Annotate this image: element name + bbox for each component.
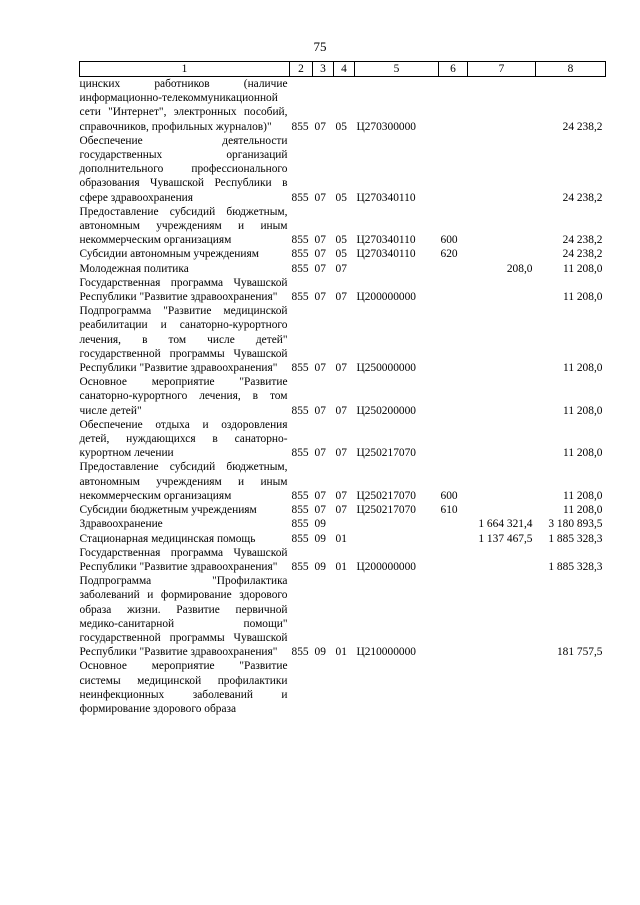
- table-row: [80, 546, 606, 574]
- section-code-cell: 07: [314, 191, 326, 204]
- subsection-code-cell: 07: [335, 291, 347, 304]
- budget-table: [79, 61, 606, 716]
- subsection-code-cell: 07: [335, 504, 347, 517]
- section-code-cell: 09: [314, 560, 326, 573]
- amount-col7-cell: 1 664 321,4: [478, 518, 533, 531]
- table-header: [80, 62, 606, 77]
- page-number: 75: [313, 39, 327, 54]
- subsection-code-cell: 07: [335, 489, 347, 502]
- expense-type-cell: [439, 276, 468, 304]
- ministry-code-cell: 855: [291, 447, 309, 460]
- row-name-cell: Государственная программа Чувашской Республики "Развитие здравоохранения": [79, 276, 288, 304]
- ministry-code-cell: 855: [291, 532, 309, 545]
- ministry-code-cell: 855: [291, 404, 309, 417]
- amount-col8-cell: 11 208,0: [563, 489, 603, 502]
- expense-type-cell: [439, 418, 468, 461]
- target-article-cell: Ц250217070: [356, 504, 416, 517]
- amount-col8-cell: 24 238,2: [562, 248, 603, 261]
- column-header: 1: [80, 62, 290, 77]
- amount-col8-cell: 3 180 893,5: [548, 518, 603, 531]
- table-row: [80, 205, 606, 248]
- target-article-cell: Ц270340110: [356, 234, 416, 247]
- ministry-code-cell: 855: [291, 191, 309, 204]
- target-article-cell: Ц270300000: [356, 120, 416, 133]
- column-header: 3: [313, 62, 334, 77]
- subsection-code-cell: 05: [335, 248, 347, 261]
- ministry-code-cell: 855: [291, 518, 309, 531]
- expense-type-cell: [439, 304, 468, 375]
- row-name-cell: Обеспечение отдыха и оздоровления детей, нуждающихся в санаторно-курортном лечении: [79, 418, 288, 460]
- ministry-code-cell: 855: [291, 504, 309, 517]
- section-code-cell: 07: [314, 447, 326, 460]
- subsection-code-cell: 01: [335, 532, 347, 545]
- ministry-code-cell: 855: [291, 262, 309, 275]
- section-code-cell: 07: [314, 489, 326, 502]
- amount-col7-cell: [468, 659, 536, 716]
- row-name-cell: Государственная программа Чувашской Республики "Развитие здравоохранения": [79, 546, 288, 573]
- expense-type-cell: 600: [440, 234, 458, 247]
- subsection-code-cell: [334, 517, 355, 531]
- expense-type-cell: [439, 574, 468, 659]
- amount-col7-cell: [468, 304, 536, 375]
- row-name-cell: Подпрограмма "Профилактика заболеваний и формирование здорового образа жизни. Развитие первичной медико-санитарной помощи" государственной программы Чувашской Республики "Развитие здравоохранения": [79, 575, 288, 659]
- table-row: [80, 517, 606, 531]
- section-code-cell: [313, 659, 334, 716]
- ministry-code-cell: 855: [291, 489, 309, 502]
- subsection-code-cell: 05: [335, 120, 347, 133]
- section-code-cell: 07: [314, 120, 326, 133]
- target-article-cell: Ц210000000: [356, 646, 416, 659]
- target-article-cell: Ц270340110: [356, 248, 416, 261]
- ministry-code-cell: 855: [291, 646, 309, 659]
- section-code-cell: 07: [314, 291, 326, 304]
- table-row: [80, 418, 606, 461]
- ministry-code-cell: 855: [291, 248, 309, 261]
- row-name-cell: Здравоохранение: [79, 518, 163, 531]
- ministry-code-cell: [290, 659, 313, 716]
- table-row: [80, 134, 606, 205]
- amount-col8-cell: 11 208,0: [563, 504, 603, 517]
- subsection-code-cell: 01: [335, 560, 347, 573]
- amount-col7-cell: [468, 574, 536, 659]
- section-code-cell: 07: [314, 404, 326, 417]
- amount-col7-cell: [468, 205, 536, 248]
- expense-type-cell: [439, 77, 468, 134]
- target-article-cell: Ц200000000: [356, 291, 416, 304]
- amount-col8-cell: 11 208,0: [563, 262, 603, 275]
- target-article-cell: [355, 532, 439, 546]
- subsection-code-cell: 07: [335, 447, 347, 460]
- table-row: [80, 375, 606, 418]
- subsection-code-cell: 05: [335, 234, 347, 247]
- column-header: 5: [355, 62, 439, 77]
- expense-type-cell: [439, 546, 468, 574]
- row-name-cell: Основное мероприятие "Развитие санаторно-курортного лечения, в том числе детей": [79, 376, 288, 417]
- table-row: [80, 460, 606, 503]
- amount-col8-cell: 24 238,2: [562, 191, 603, 204]
- amount-col7-cell: [468, 77, 536, 134]
- amount-col7-cell: [468, 503, 536, 517]
- amount-col8-cell: 11 208,0: [563, 291, 603, 304]
- amount-col8-cell: 11 208,0: [563, 362, 603, 375]
- row-name-cell: цинских работников (наличие информационно-телекоммуникационной сети "Интернет", электронных пособий, справочников, профильных журналов)": [79, 78, 288, 133]
- row-name-cell: Предоставление субсидий бюджетным, автономным учреждениям и иным некоммерческим организациям: [79, 205, 288, 247]
- ministry-code-cell: 855: [291, 234, 309, 247]
- section-code-cell: 09: [314, 646, 326, 659]
- column-header: 7: [468, 62, 536, 77]
- amount-col7-cell: [468, 375, 536, 418]
- amount-col8-cell: 11 208,0: [563, 404, 603, 417]
- table-row: [80, 247, 606, 261]
- target-article-cell: Ц250217070: [356, 489, 416, 502]
- section-code-cell: 09: [314, 518, 326, 531]
- amount-col8-cell: [536, 659, 606, 716]
- section-code-cell: 09: [314, 532, 326, 545]
- table-row: [80, 77, 606, 134]
- subsection-code-cell: 07: [335, 404, 347, 417]
- expense-type-cell: [439, 375, 468, 418]
- table-row: [80, 276, 606, 304]
- subsection-code-cell: 07: [335, 362, 347, 375]
- table-row: [80, 574, 606, 659]
- table-row: [80, 532, 606, 546]
- column-header: 2: [290, 62, 313, 77]
- expense-type-cell: 600: [440, 489, 458, 502]
- amount-col7-cell: 1 137 467,5: [478, 532, 533, 545]
- header-row: [80, 62, 606, 77]
- target-article-cell: Ц200000000: [356, 560, 416, 573]
- section-code-cell: 07: [314, 262, 326, 275]
- row-name-cell: Предоставление субсидий бюджетным, автономным учреждениям и иным некоммерческим организациям: [79, 461, 288, 502]
- column-header: 4: [334, 62, 355, 77]
- ministry-code-cell: 855: [291, 291, 309, 304]
- amount-col7-cell: [468, 418, 536, 461]
- row-name-cell: Основное мероприятие "Развитие системы медицинской профилактики неинфекционных заболеваний и формирование здорового образа: [79, 660, 288, 715]
- expense-type-cell: [439, 262, 468, 276]
- table-row: [80, 503, 606, 517]
- subsection-code-cell: 01: [335, 646, 347, 659]
- expense-type-cell: [439, 134, 468, 205]
- amount-col7-cell: [468, 134, 536, 205]
- table-row: [80, 304, 606, 375]
- section-code-cell: 07: [314, 248, 326, 261]
- subsection-code-cell: 05: [335, 191, 347, 204]
- table-body: [80, 77, 606, 717]
- row-name-cell: Стационарная медицинская помощь: [79, 532, 256, 545]
- ministry-code-cell: 855: [291, 120, 309, 133]
- target-article-cell: [355, 262, 439, 276]
- amount-col8-cell: 1 885 328,3: [548, 532, 603, 545]
- section-code-cell: 07: [314, 362, 326, 375]
- amount-col7-cell: [468, 276, 536, 304]
- expense-type-cell: 610: [440, 504, 458, 517]
- amount-col7-cell: [468, 546, 536, 574]
- subsection-code-cell: 07: [335, 262, 347, 275]
- target-article-cell: [355, 517, 439, 531]
- expense-type-cell: [439, 659, 468, 716]
- amount-col8-cell: 11 208,0: [563, 447, 603, 460]
- amount-col8-cell: 24 238,2: [562, 120, 603, 133]
- expense-type-cell: [439, 532, 468, 546]
- table-row: [80, 262, 606, 276]
- amount-col7-cell: [468, 460, 536, 503]
- ministry-code-cell: 855: [291, 362, 309, 375]
- ministry-code-cell: 855: [291, 560, 309, 573]
- amount-col8-cell: 24 238,2: [562, 234, 603, 247]
- section-code-cell: 07: [314, 234, 326, 247]
- target-article-cell: [355, 659, 439, 716]
- expense-type-cell: 620: [440, 248, 458, 261]
- amount-col8-cell: 181 757,5: [556, 646, 603, 659]
- row-name-cell: Субсидии автономным учреждениям: [79, 248, 259, 261]
- target-article-cell: Ц250200000: [356, 404, 416, 417]
- target-article-cell: Ц270340110: [356, 191, 416, 204]
- row-name-cell: Подпрограмма "Развитие медицинской реабилитации и санаторно-курортного лечения, в том числе детей" государственной программы Чувашской Республики "Развитие здравоохранения": [79, 305, 288, 375]
- subsection-code-cell: [334, 659, 355, 716]
- amount-col8-cell: 1 885 328,3: [548, 560, 603, 573]
- table-row: [80, 659, 606, 716]
- amount-col7-cell: [468, 247, 536, 261]
- column-header: 6: [439, 62, 468, 77]
- section-code-cell: 07: [314, 504, 326, 517]
- expense-type-cell: [439, 517, 468, 531]
- row-name-cell: Субсидии бюджетным учреждениям: [79, 504, 257, 517]
- row-name-cell: Обеспечение деятельности государственных организаций дополнительного профессионального образования Чувашской Республики в сфере здравоохранения: [79, 134, 288, 204]
- row-name-cell: Молодежная политика: [79, 262, 189, 275]
- column-header: 8: [536, 62, 606, 77]
- target-article-cell: Ц250217070: [356, 447, 416, 460]
- amount-col7-cell: 208,0: [506, 262, 533, 275]
- target-article-cell: Ц250000000: [356, 362, 416, 375]
